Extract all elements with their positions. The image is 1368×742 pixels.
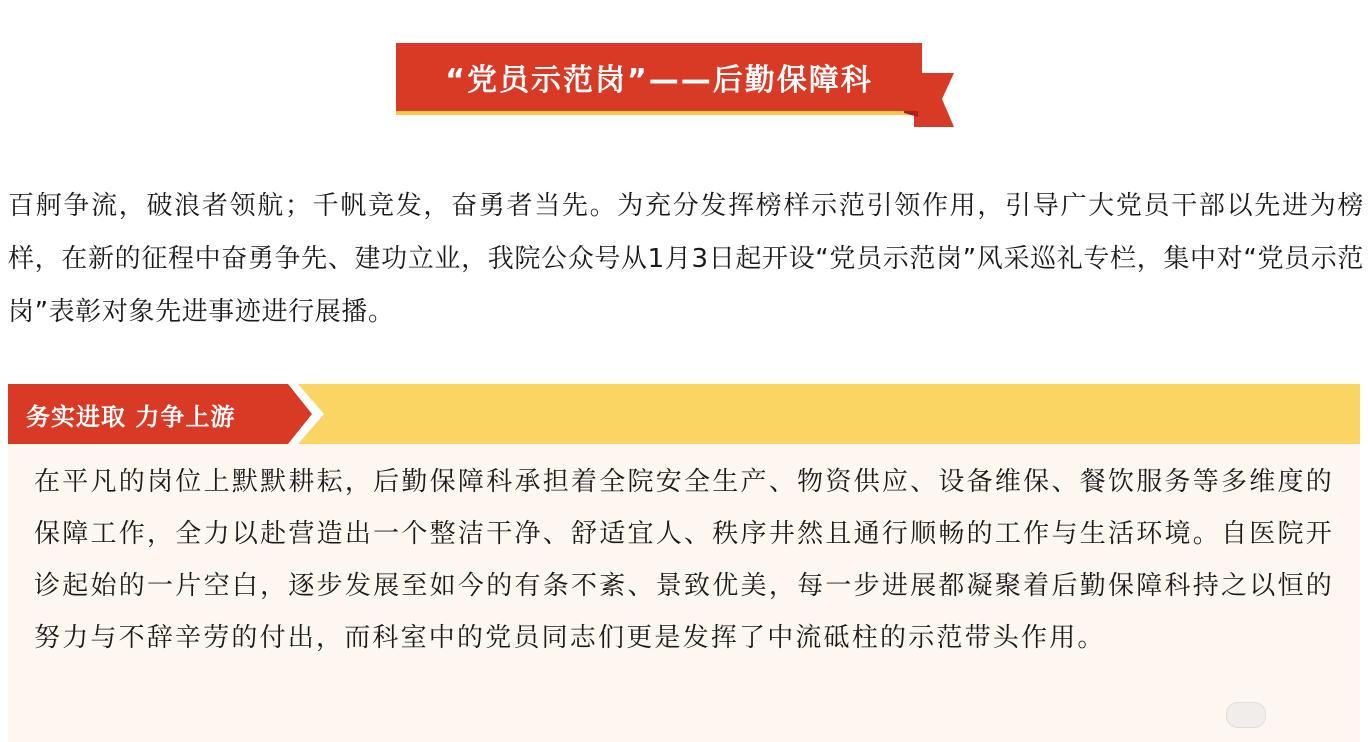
title-banner xyxy=(396,43,956,127)
intro-paragraph: 百舸争流，破浪者领航；千帆竞发，奋勇者当先。为充分发挥榜样示范引领作用，引导广大党员干部以先进为榜样，在新的征程中奋勇争先、建功立业，我院公众号从1月3日起开设“党员示范岗”风采巡礼专栏，集中对“党员示范岗”表彰对象先进事迹进行展播。 xyxy=(8,191,1364,327)
section-heading: 务实进取 力争上游 xyxy=(26,402,236,431)
site-logo-icon xyxy=(1226,702,1266,728)
section-body: 在平凡的岗位上默默耕耘，后勤保障科承担着全院安全生产、物资供应、设备维保、餐饮服务等多维度的保障工作，全力以赴营造出一个整洁干净、舒适宜人、秩序井然且通行顺畅的工作与生活环境。自医院开诊起始的一片空白，逐步发展至如今的有条不紊、景致优美，每一步进展都凝聚着后勤保障科持之以恒的努力与不辞辛劳的付出，而科室中的党员同志们更是发挥了中流砥柱的示范带头作用。 xyxy=(34,467,1334,653)
watermark xyxy=(1226,700,1362,730)
page-title: “党员示范岗”——后勤保障科 xyxy=(445,63,873,98)
banner-main xyxy=(396,43,922,111)
